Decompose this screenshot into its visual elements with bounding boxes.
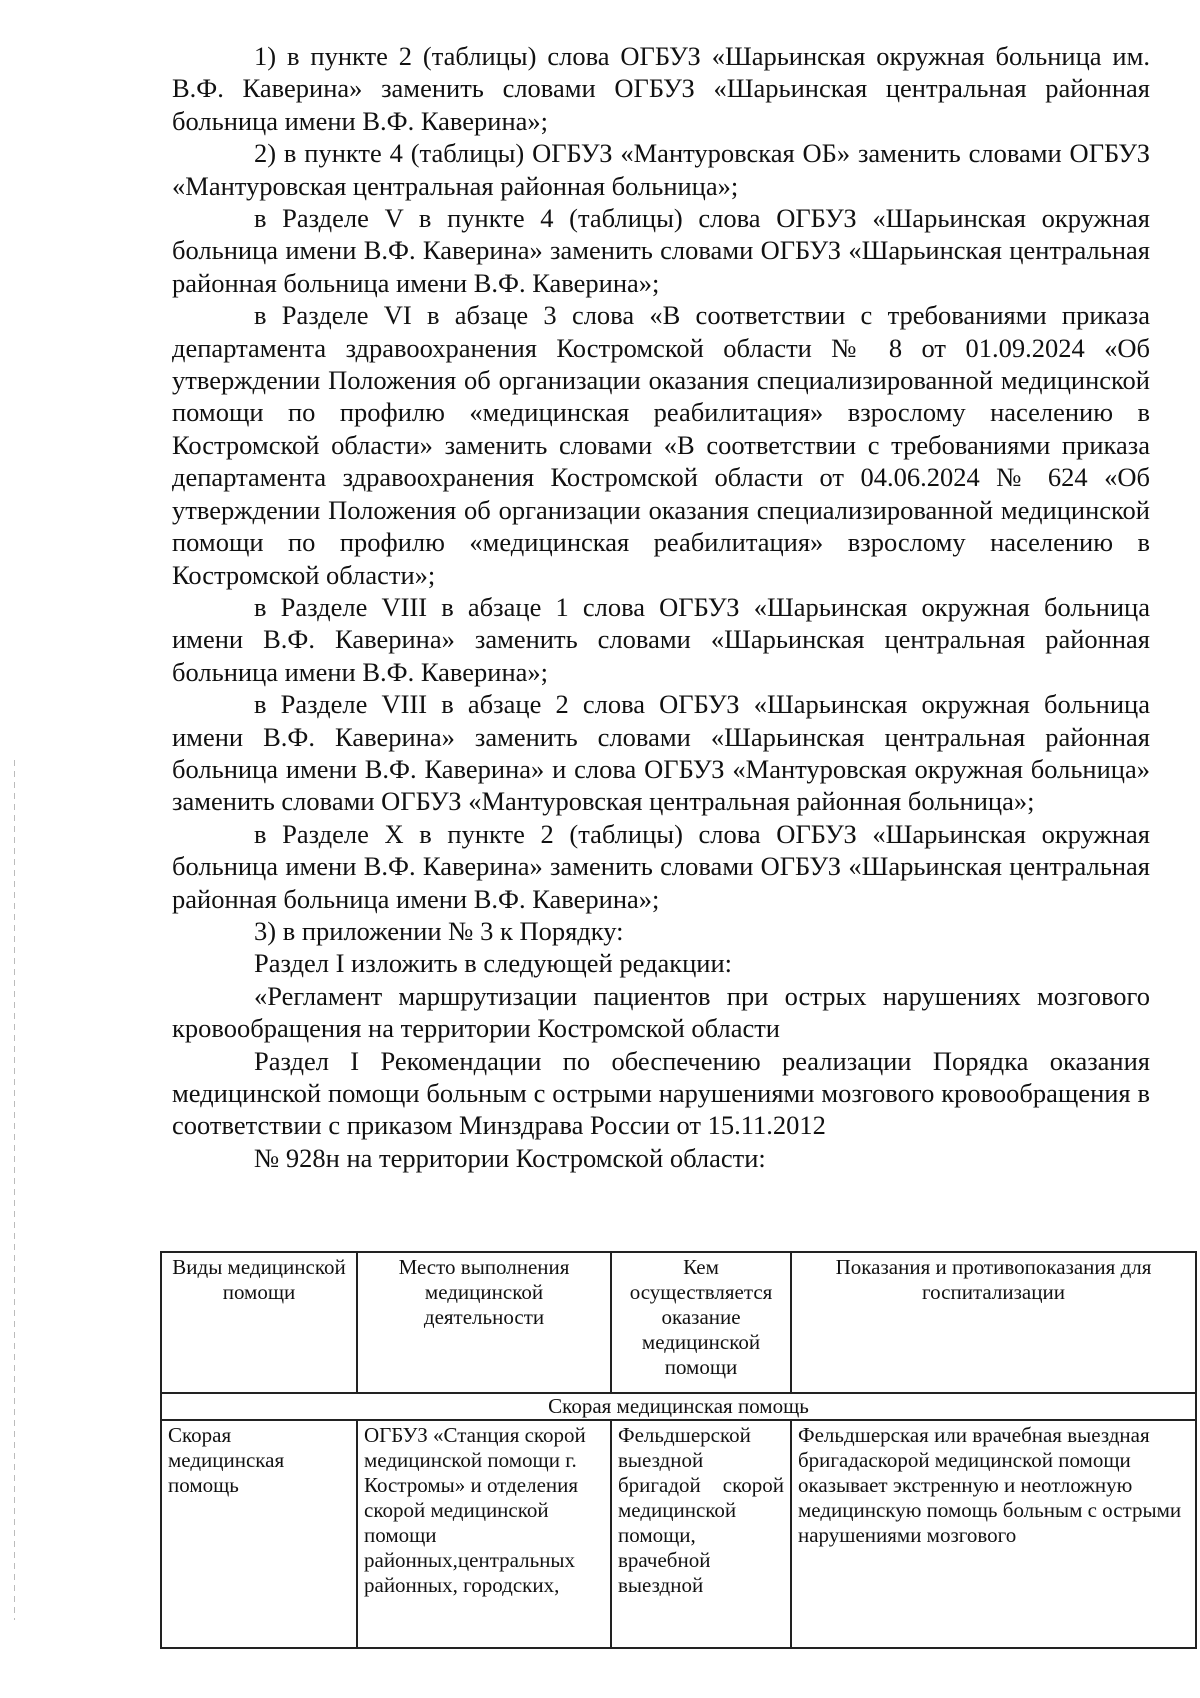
routing-table xyxy=(160,1251,1197,1649)
paragraph-10: «Регламент маршрутизации пациентов при острых нарушениях мозгового кровообращения на территории Костромской области xyxy=(172,980,1150,1044)
header-place: Место выполнения медицинской деятельности xyxy=(357,1252,611,1393)
header-provider: Кем осуществляется оказание медицинской помощи xyxy=(611,1252,791,1393)
document-body xyxy=(172,40,1150,1174)
paragraph-9: Раздел I изложить в следующей редакции: xyxy=(254,948,733,979)
paragraph-7: в Разделе X в пункте 2 (таблицы) слова ОГБУЗ «Шарьинская окружная больница имени В.Ф. Каверина» заменить словами ОГБУЗ «Шарьинская центральная районная больница имени В.Ф. Каверина»; xyxy=(172,818,1150,914)
header-care-type: Виды медицинской помощи xyxy=(161,1252,357,1393)
paragraph-1: 1) в пункте 2 (таблицы) слова ОГБУЗ «Шарьинская окружная больница им. В.Ф. Каверина» заменить словами ОГБУЗ «Шарьинская центральная районная больница имени В.Ф. Каверина»; xyxy=(172,41,1150,136)
cell-indications: Фельдшерская или врачебная выездная бригадаскорой медицинской помощи оказывает экстренную и неотложную медицинскую помощь больным с острыми нарушениями мозгового xyxy=(791,1420,1196,1648)
paragraph-6: в Разделе VIII в абзаце 2 слова ОГБУЗ «Шарьинская окружная больница имени В.Ф. Каверина» заменить словами «Шарьинская центральная районная больница имени В.Ф. Каверина» и слова ОГБУЗ «Мантуровская окружная больница» заменить словами ОГБУЗ «Мантуровская центральная районная больница»; xyxy=(172,689,1150,817)
paragraph-4: в Разделе VI в абзаце 3 слова «В соответствии с требованиями приказа департамента здравоохранения Костромской области № 8 от 01.09.2024 «Об утверждении Положения об организации оказания специализированной медицинской помощи по профилю «медицинская реабилитация» взрослому населению в Костромской области» заменить словами «В соответствии с требованиями приказа департамента здравоохранения Костромской области от 04.06.2024 № 624 «Об утверждении Положения об организации оказания специализированной медицинской помощи по профилю «медицинская реабилитация» взрослому населению в Костромской области»; xyxy=(172,300,1150,590)
paragraph-3: в Разделе V в пункте 4 (таблицы) слова ОГБУЗ «Шарьинская окружная больница имени В.Ф. Каверина» заменить словами ОГБУЗ «Шарьинская центральная районная больница имени В.Ф. Каверина»; xyxy=(172,203,1150,298)
paragraph-12: № 928н на территории Костромской области: xyxy=(254,1142,766,1173)
header-indications: Показания и противопоказания для госпитализации xyxy=(791,1252,1196,1393)
cell-provider: Фельдшерской выездной бригадой скорой медицинской помощи, врачебной выездной xyxy=(611,1420,791,1648)
table-row xyxy=(161,1420,1196,1648)
table-header-row xyxy=(161,1252,1196,1393)
paragraph-11: Раздел I Рекомендации по обеспечению реализации Порядка оказания медицинской помощи больным с острыми нарушениями мозгового кровообращения в соответствии с приказом Минздрава России от 15.11.2012 xyxy=(172,1045,1150,1141)
table-section-row xyxy=(161,1393,1196,1420)
scan-edge-line xyxy=(14,760,15,1620)
section-title: Скорая медицинская помощь xyxy=(161,1393,1196,1420)
paragraph-8: 3) в приложении № 3 к Порядку: xyxy=(254,915,624,946)
cell-place: ОГБУЗ «Станция скорой медицинской помощи г. Костромы» и отделения скорой медицинской помощи районных,центральных районных, городских, xyxy=(357,1420,611,1648)
paragraph-5: в Разделе VIII в абзаце 1 слова ОГБУЗ «Шарьинская окружная больница имени В.Ф. Каверина» заменить словами «Шарьинская центральная районная больница имени В.Ф. Каверина»; xyxy=(172,591,1150,687)
paragraph-2: 2) в пункте 4 (таблицы) ОГБУЗ «Мантуровская ОБ» заменить словами ОГБУЗ «Мантуровская центральная районная больница»; xyxy=(172,138,1150,201)
cell-care-type: Скорая медицинская помощь xyxy=(161,1420,357,1648)
